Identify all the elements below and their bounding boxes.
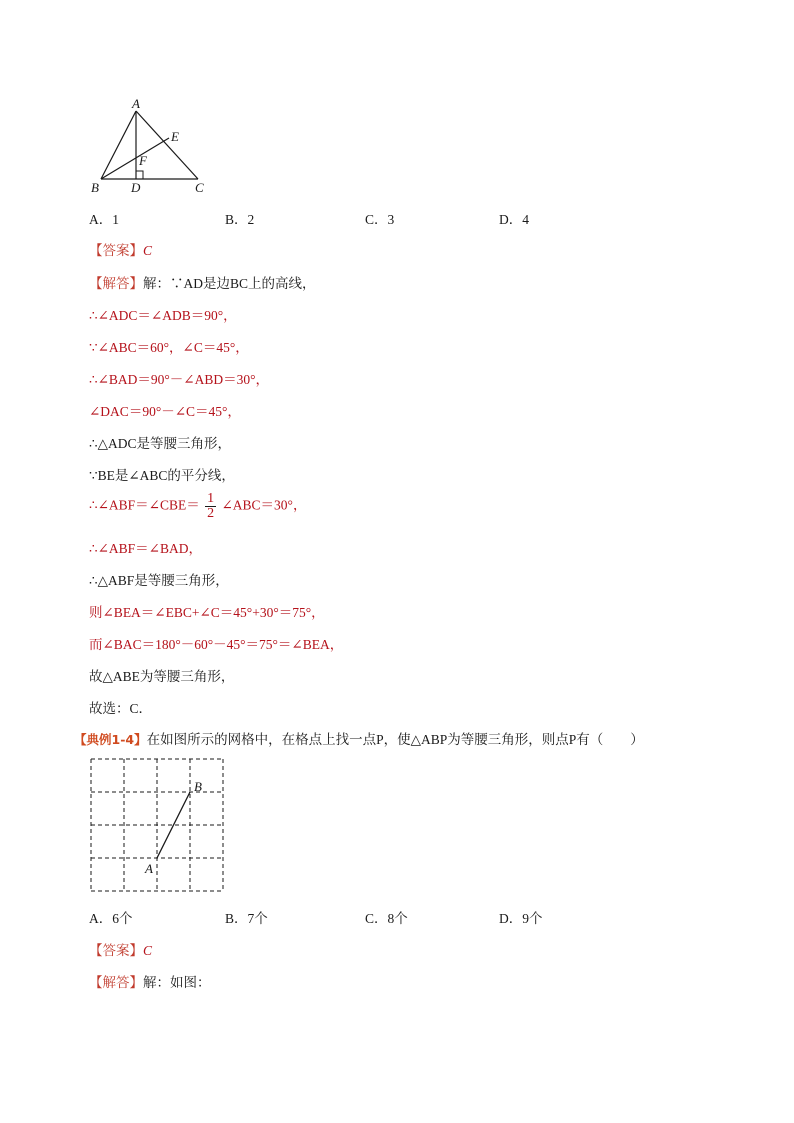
fraction-half [205,492,216,521]
label-A: A [132,96,140,111]
q1-option-b: B．2 [225,212,255,227]
q1-solution-line-0 [89,272,316,292]
label-E: E [171,129,179,144]
solution-tag: 【解答】 [89,276,143,291]
grid-figure [85,753,230,898]
grid-label-A: A [145,861,153,876]
solution-intro: 解： [143,276,170,291]
fraction-tail: ∠ABC＝30°， [221,497,307,513]
q1-solution-line-6: ∵BE是∠ABC的平分线， [89,468,235,483]
q1-solution-line-5: ∴△ADC是等腰三角形， [89,436,231,451]
q1-solution-line-3: ∴∠BAD＝90°－∠ABD＝30°， [89,372,270,387]
q1-solution-line-8: ∴∠ABF＝∠BAD， [89,541,202,556]
fraction-lead: ∴∠ABF＝∠CBE＝ [89,497,200,513]
q1-solution-line-1: ∴∠ADC＝∠ADB＝90°， [89,308,237,323]
q1-solution-line-9: ∴△ABF是等腰三角形， [89,573,229,588]
label-D: D [131,180,141,195]
q1-answer [89,239,152,259]
q2-option-a: A．6个 [89,911,133,926]
label-F: F [139,153,147,168]
solution-text: 解：如图： [143,975,211,990]
fraction-numerator: 1 [207,491,215,506]
solution-tag: 【解答】 [89,975,143,990]
q2-option-d: D．9个 [499,911,543,926]
example-text: 在如图所示的网格中，在格点上找一点P，使△ABP为等腰三角形，则点P有（ ） [146,732,644,747]
answer-tag: 【答案】 [89,943,143,958]
fraction-denominator: 2 [207,506,215,521]
q2-answer [89,939,152,959]
grid-label-B: B [194,779,202,794]
q1-solution-line-2: ∵∠ABC＝60°，∠C＝45°， [89,340,249,355]
label-B: B [91,180,99,195]
q1-solution-line-7 [89,492,306,521]
q1-option-c: C．3 [365,212,395,227]
q1-solution-line-4: ∠DAC＝90°－∠C＝45°， [89,404,241,419]
q2-option-c: C．8个 [365,911,408,926]
q1-solution-line-12: 故△ABE为等腰三角形， [89,669,235,684]
example-label: 【典例1-4】 [74,732,147,747]
answer-tag: 【答案】 [89,243,143,258]
q1-solution-line-10: 则∠BEA＝∠EBC+∠C＝45°+30°＝75°， [89,605,325,620]
q1-option-d: D．4 [499,212,529,227]
label-C: C [195,180,204,195]
q2-option-b: B．7个 [225,911,268,926]
q1-option-a: A．1 [89,212,119,227]
q1-solution-line-11: 而∠BAC＝180°－60°－45°＝75°＝∠BEA， [89,637,344,652]
example-heading [74,728,644,748]
answer-value: C [143,243,153,258]
q2-solution [89,971,211,991]
q1-solution-line-13: 故选：C． [89,701,153,716]
answer-value: C [143,943,153,958]
solution-text: ∵AD是边BC上的高线， [170,276,316,291]
triangle-figure [85,95,215,197]
